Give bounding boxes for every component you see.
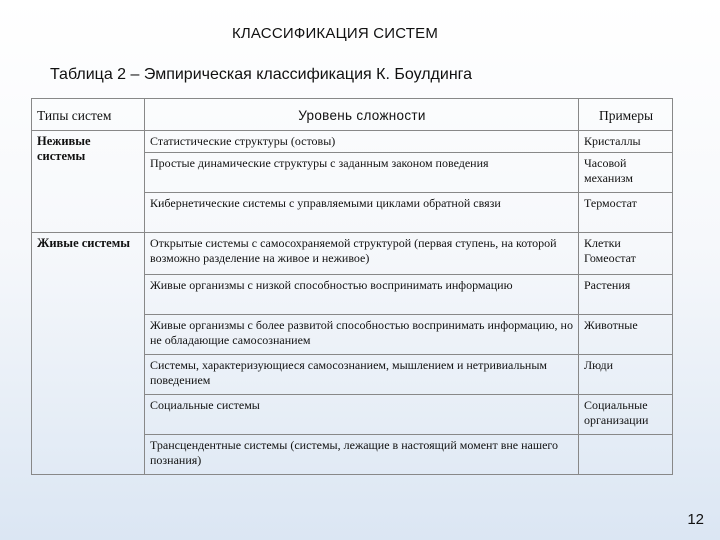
- level-cell: Живые организмы с более развитой способностью воспринимать информацию, но не обладающие самосознанием: [145, 315, 579, 355]
- level-cell: Живые организмы с низкой способностью воспринимать информацию: [145, 275, 579, 315]
- example-cell: Кристаллы: [579, 131, 673, 153]
- classification-table: [31, 98, 673, 475]
- page-number: 12: [687, 511, 704, 528]
- header-types: Типы систем: [32, 99, 145, 131]
- header-examples: Примеры: [579, 99, 673, 131]
- type-cell-nonliving: Неживые системы: [32, 131, 145, 233]
- level-cell: Системы, характеризующиеся самосознанием, мышлением и нетривиальным поведением: [145, 355, 579, 395]
- header-complexity: Уровень сложности: [145, 99, 579, 131]
- example-cell: Растения: [579, 275, 673, 315]
- level-cell: Открытые системы с самосохраняемой структурой (первая ступень, на которой возможно разделение на живое и неживое): [145, 233, 579, 275]
- level-cell: Трансцендентные системы (системы, лежащие в настоящий момент вне нашего познания): [145, 435, 579, 475]
- example-cell: Животные: [579, 315, 673, 355]
- table-header-row: [32, 99, 673, 131]
- example-cell: Социальные организации: [579, 395, 673, 435]
- example-cell: Термостат: [579, 193, 673, 233]
- table-row: [32, 131, 673, 153]
- example-cell: Клетки Гомеостат: [579, 233, 673, 275]
- level-cell: Социальные системы: [145, 395, 579, 435]
- example-cell: Часовой механизм: [579, 153, 673, 193]
- level-cell: Статистические структуры (остовы): [145, 131, 579, 153]
- type-cell-living: Живые системы: [32, 233, 145, 475]
- table-caption: Таблица 2 – Эмпирическая классификация К. Боулдинга: [50, 66, 473, 83]
- level-cell: Простые динамические структуры с заданным законом поведения: [145, 153, 579, 193]
- slide-heading: КЛАССИФИКАЦИЯ СИСТЕМ: [231, 25, 439, 42]
- example-cell: [579, 435, 673, 475]
- example-cell: Люди: [579, 355, 673, 395]
- table-row: [32, 233, 673, 275]
- level-cell: Кибернетические системы с управляемыми циклами обратной связи: [145, 193, 579, 233]
